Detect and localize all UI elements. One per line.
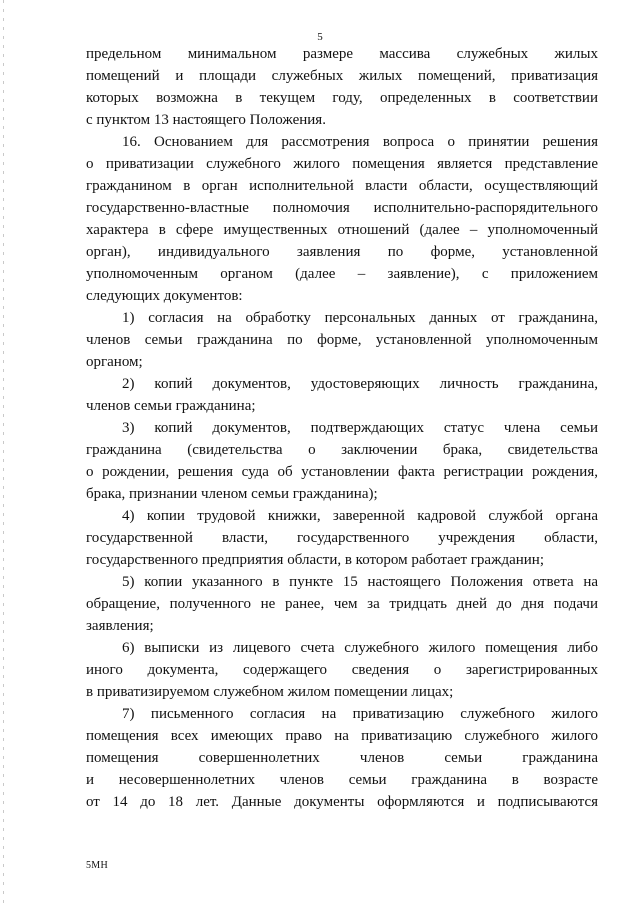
text-line: членов семьи гражданина; xyxy=(86,398,256,414)
list-item-6 xyxy=(86,637,598,703)
text-line: органом; xyxy=(86,354,143,370)
list-item-4 xyxy=(86,505,598,571)
text-line: государственного предприятия области, в котором работает гражданин; xyxy=(86,552,544,568)
text-line: следующих документов: xyxy=(86,288,243,304)
page-number: 5 xyxy=(317,31,323,43)
text-line: о рождении, решения суда об установлении факта регистрации рождения, xyxy=(86,464,598,480)
text-line: гражданина (свидетельства о заключении брака, свидетельства xyxy=(86,442,598,458)
text-line: помещения всех имеющих право на приватизацию служебного жилого xyxy=(86,728,598,744)
text-line: государственно-властные полномочия исполнительно-распорядительного xyxy=(86,200,598,216)
list-item-5 xyxy=(86,571,598,637)
text-line: о приватизации служебного жилого помещения является представление xyxy=(86,156,598,172)
text-line: которых возможна в текущем году, определенных в соответствии xyxy=(86,90,598,106)
list-item-2 xyxy=(86,373,598,417)
text-line: 5) копии указанного в пункте 15 настоящего Положения ответа на xyxy=(122,574,598,590)
text-line: иного документа, содержащего сведения о зарегистрированных xyxy=(86,662,598,678)
text-line: помещения совершеннолетних членов семьи гражданина xyxy=(86,750,598,766)
text-line: 7) письменного согласия на приватизацию служебного жилого xyxy=(122,706,598,722)
list-item-1 xyxy=(86,307,598,373)
text-line: орган), индивидуального заявления по форме, установленной xyxy=(86,244,598,260)
text-line: государственной власти, государственного учреждения области, xyxy=(86,530,598,546)
text-line: уполномоченным органом (далее – заявление), с приложением xyxy=(86,266,598,282)
paragraph-item-16 xyxy=(86,131,598,307)
text-line: от 14 до 18 лет. Данные документы оформляются и подписываются xyxy=(86,794,598,810)
text-line: 1) согласия на обработку персональных данных от гражданина, xyxy=(122,310,598,326)
text-line: обращение, полученного не ранее, чем за тридцать дней до дня подачи xyxy=(86,596,598,612)
text-line: 4) копии трудовой книжки, заверенной кадровой службой органа xyxy=(122,508,598,524)
text-line: предельном минимальном размере массива служебных жилых xyxy=(86,46,598,62)
list-item-7 xyxy=(86,703,598,813)
text-line: гражданином в орган исполнительной власти области, осуществляющий xyxy=(86,178,598,194)
text-line: 2) копий документов, удостоверяющих личность гражданина, xyxy=(122,376,598,392)
text-line: характера в сфере имущественных отношений (далее – уполномоченный xyxy=(86,222,598,238)
text-line: 3) копий документов, подтверждающих статус члена семьи xyxy=(122,420,598,436)
text-line: брака, признании членом семьи гражданина); xyxy=(86,486,378,502)
text-line: с пунктом 13 настоящего Положения. xyxy=(86,112,326,128)
text-line: в приватизируемом служебном жилом помещении лицах; xyxy=(86,684,454,700)
scan-edge-mark xyxy=(3,0,4,905)
text-line: членов семьи гражданина по форме, установленной уполномоченным xyxy=(86,332,598,348)
text-line: 6) выписки из лицевого счета служебного жилого помещения либо xyxy=(122,640,598,656)
footer-code: 5МН xyxy=(86,860,109,871)
text-line: заявления; xyxy=(86,618,154,634)
text-line: и несовершеннолетних членов семьи гражданина в возрасте xyxy=(86,772,598,788)
text-line: помещений и площади служебных жилых помещений, приватизация xyxy=(86,68,598,84)
text-line: 16. Основанием для рассмотрения вопроса о принятии решения xyxy=(122,134,598,150)
body-text xyxy=(86,43,598,813)
paragraph-continuation xyxy=(86,43,598,131)
list-item-3 xyxy=(86,417,598,505)
